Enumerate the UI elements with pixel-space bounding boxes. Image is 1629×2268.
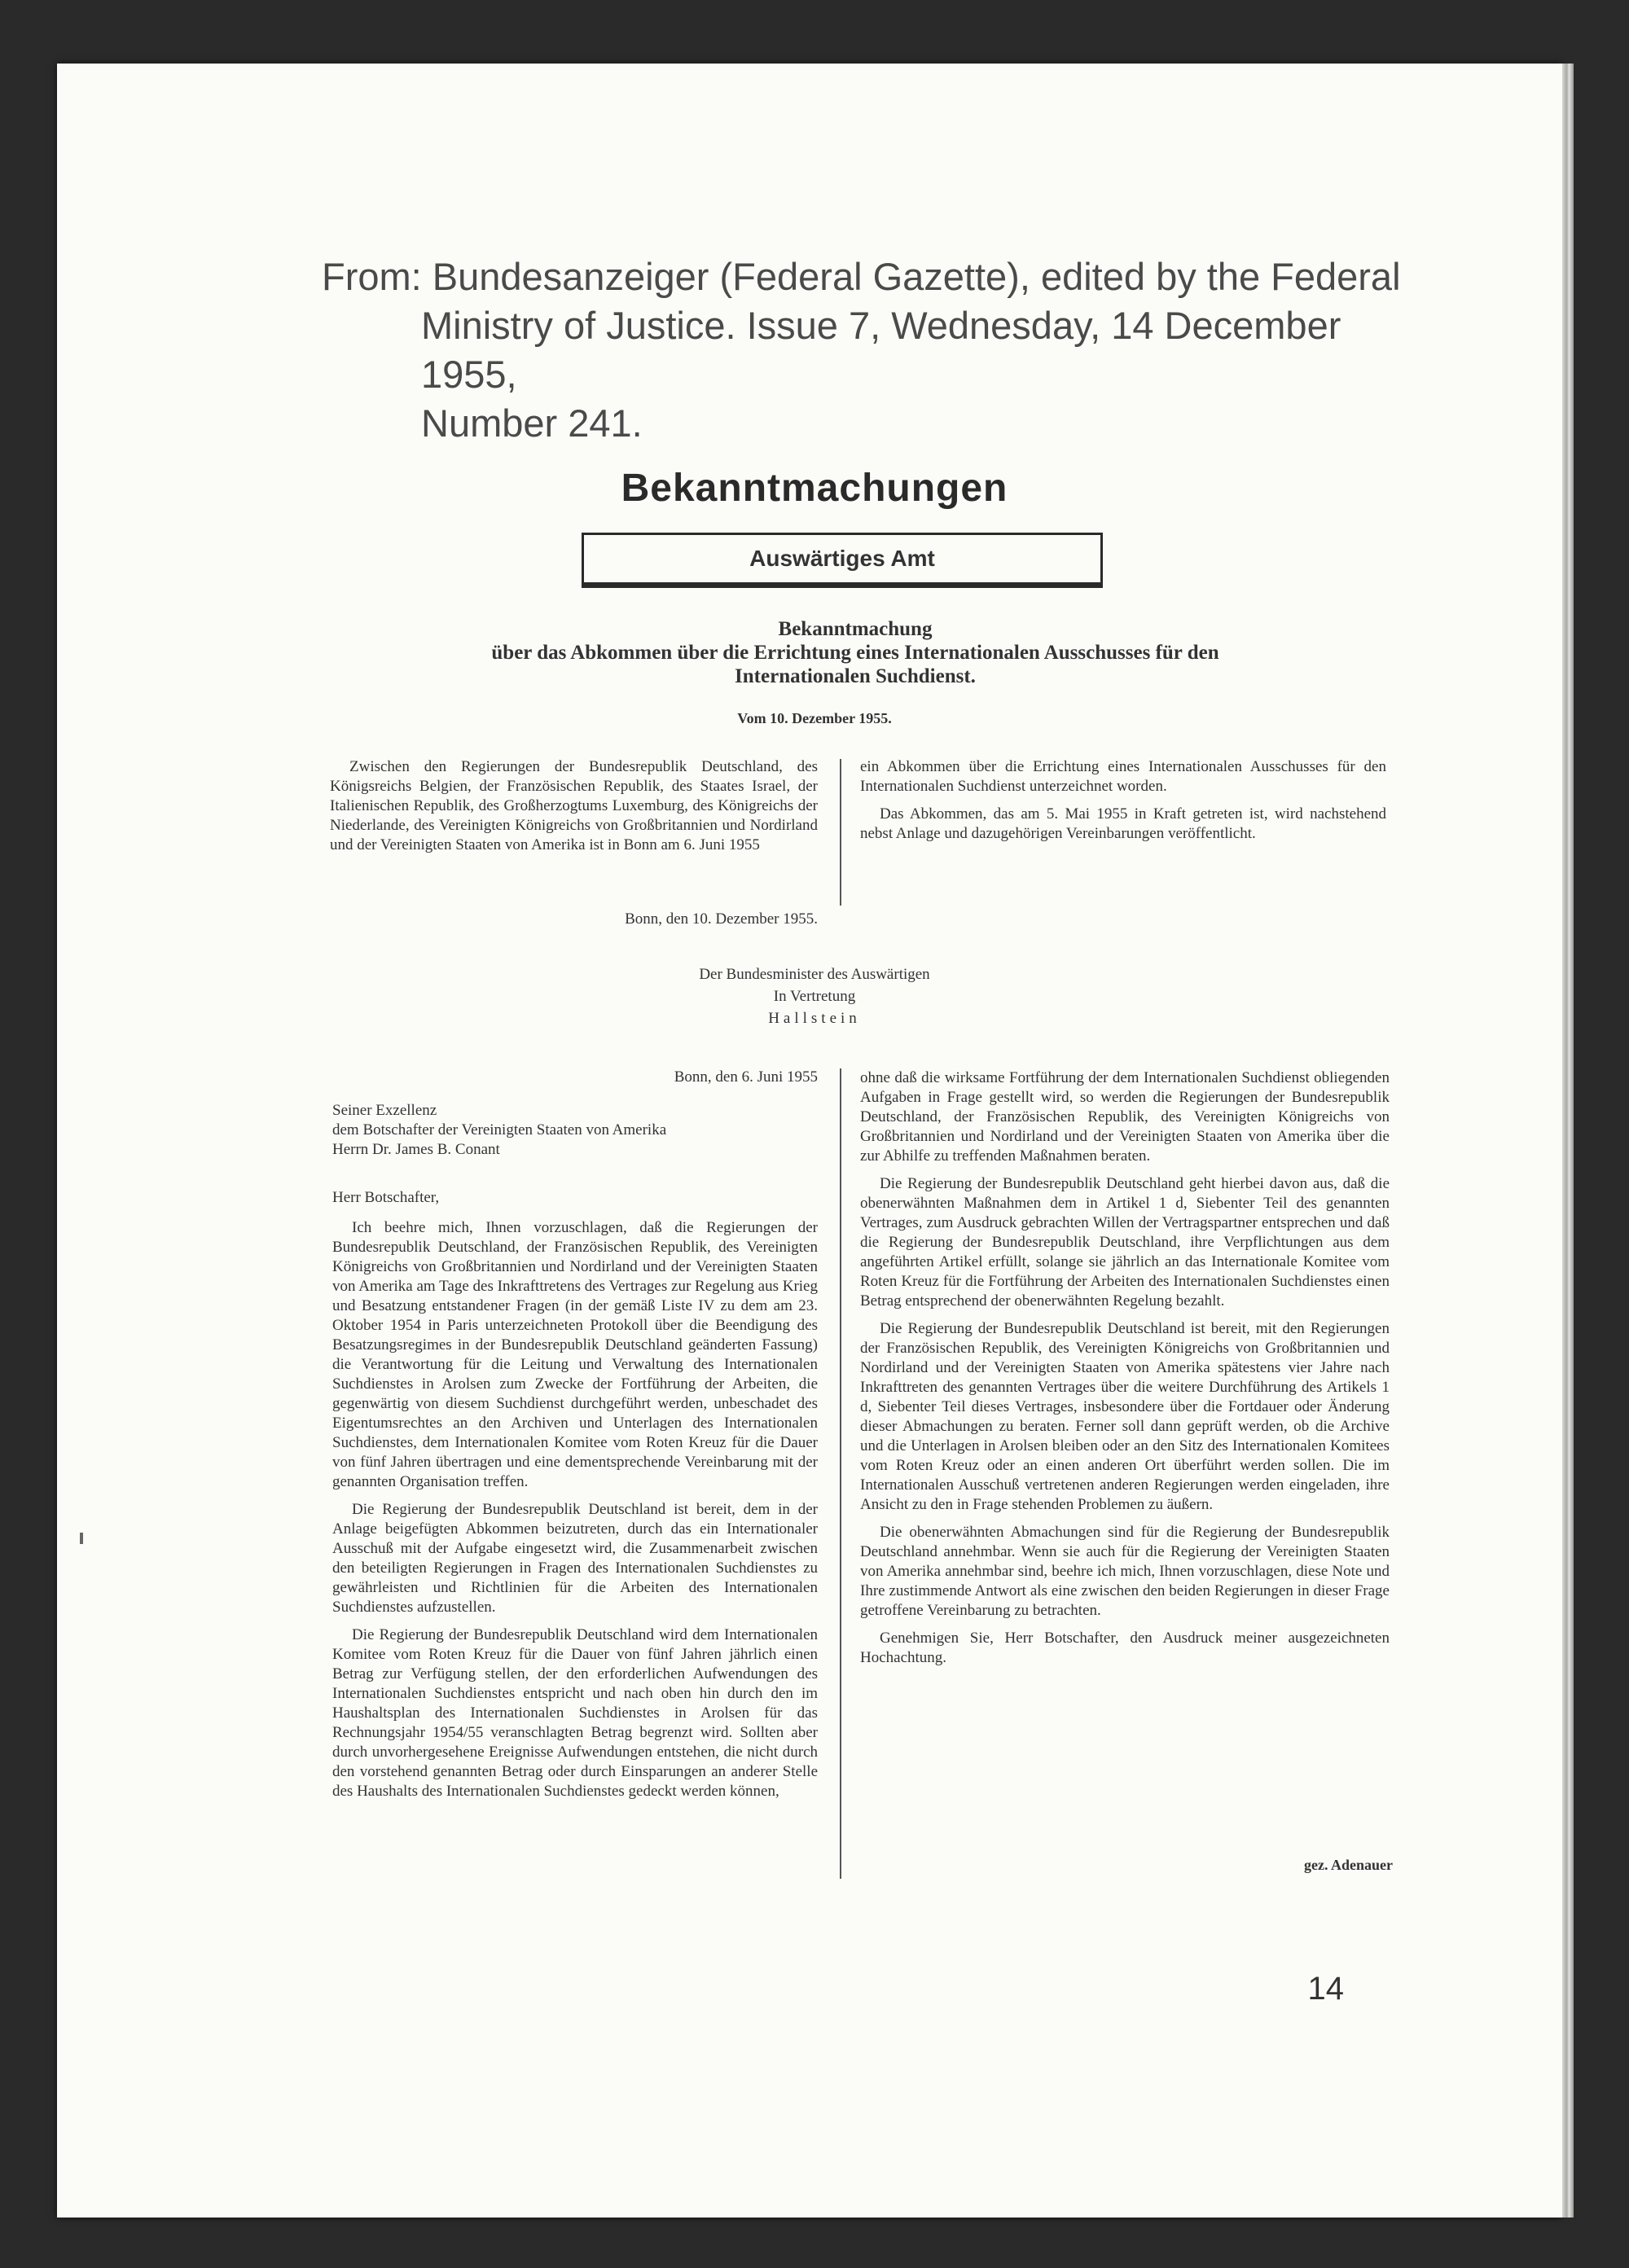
signatory-name: Hallstein — [768, 1010, 861, 1027]
notice-signatory — [0, 963, 1629, 1029]
signatory-line-1: Der Bundesminister des Auswärtigen — [699, 966, 930, 983]
column-divider — [840, 759, 841, 906]
addressee-line-2: dem Botschafter der Vereinigten Staaten von Amerika — [332, 1121, 667, 1138]
letter-addressee — [332, 1101, 666, 1160]
notice-title — [367, 617, 1344, 688]
letter-right-column — [860, 1068, 1390, 1676]
letter-right-paragraph-4: Die obenerwähnten Abmachungen sind für die Regierung der Bundesrepublik Deutschland annehmbar. Wenn sie auch für die Regierung der Vereinigten Staaten von Amerika annehmbar sind, beehre ich mich, Ihnen vorzuschlagen, diese Note und Ihre zustimmende Antwort als eine zwischen den beiden Regierungen in dieser Frage getroffene Vereinbarung zu betrachten. — [860, 1524, 1390, 1619]
letter-signature: gez. Adenauer — [1304, 1857, 1393, 1873]
notice-right-column — [860, 757, 1386, 852]
notice-title-line-3: Internationalen Suchdienst. — [735, 665, 976, 687]
main-heading: Bekanntmachungen — [621, 467, 1008, 510]
letter-left-paragraph-3: Die Regierung der Bundesrepublik Deutschland wird dem Internationalen Komitee vom Roten Kreuz für die Dauer von fünf Jahren jährlich einen Betrag zur Verfügung stellen, der den erforderlichen Aufwendungen des Internationalen Suchdienstes entspricht und nach oben hin durch den im Haushaltsplan des Internationalen Suchdienstes in Arolsen für das Rechnungsjahr 1954/55 veranschlagten Betrag begrenzt wird. Sollten aber durch unvorhergesehene Ereignisse Aufwendungen entstehen, die nicht durch den vorstehend genannten Betrag oder durch Einsparungen an anderer Stelle des Haushalts des Internationalen Suchdienstes gedeckt werden können, — [332, 1626, 818, 1800]
source-note — [322, 252, 1421, 448]
ministry-box — [582, 533, 1103, 588]
notice-left-paragraph: Zwischen den Regierungen der Bundesrepublik Deutschland, des Königsreichs Belgien, der Französischen Republik, des Staates Israel, der Italienischen Republik, des Großherzogtums Luxemburg, des Königreichs der Niederlande, des Vereinigten Königreichs von Großbritannien und Nordirland und der Vereinigten Staaten von Amerika ist in Bonn am 6. Juni 1955 — [330, 758, 818, 853]
notice-left-column — [330, 757, 818, 863]
letter-salutation: Herr Botschafter, — [332, 1189, 440, 1206]
letter-right-paragraph-2: Die Regierung der Bundesrepublik Deutschland geht hierbei davon aus, daß die obenerwähnten Maßnahmen dem in Artikel 1 d, Siebenter Teil des genannten Vertrages, zum Ausdruck gebrachten Willen der Vertragspartner entsprechen und daß die Regierung der Bundesrepublik Deutschland, ihre Verpflichtungen aus dem angeführten Artikel erfüllt, solange sie jährlich an das Internationale Komitee vom Roten Kreuz für die Fortführung der Arbeiten des Internationalen Suchdienstes einen Betrag entsprechend der obenerwähnten Regelung bezahlt. — [860, 1175, 1390, 1309]
letter-right-paragraph-1: ohne daß die wirksame Fortführung der dem Internationalen Suchdienst obliegenden Aufgaben in Frage gestellt wird, so werden die Regierungen der Bundesrepublik Deutschland, der Französischen Republik, des Vereinigten Königreichs von Großbritannien und Nordirland und der Vereinigten Staaten von Amerika über die zur Abhilfe zu treffenden Maßnahmen beraten. — [860, 1069, 1390, 1165]
addressee-line-3: Herrn Dr. James B. Conant — [332, 1141, 500, 1158]
letter-right-paragraph-3: Die Regierung der Bundesrepublik Deutschland ist bereit, mit den Regierungen der Französischen Republik, des Vereinigten Königreichs von Großbritannien und Nordirland und der Vereinigten Staaten von Amerika spätestens vier Jahre nach Inkrafttreten des genannten Vertrages über die weitere Durchführung des Artikels 1 d, Siebenter Teil dieses Vertrages, insbesondere über die Fortdauer oder Änderung dieser Abmachungen zu beraten. Ferner soll dann geprüft werden, ob die Archive und die Unterlagen in Arolsen bleiben oder an den Sitz des Internationalen Komitees vom Roten Kreuz oder an einen anderen Ort überführt werden sollen. Die im Internationalen Ausschuß vertretenen anderen Regierungen werden eingeladen, ihre Ansicht zu den in Frage stehenden Problemen zu äußern. — [860, 1320, 1390, 1513]
letter-left-paragraph-2: Die Regierung der Bundesrepublik Deutschland ist bereit, dem in der Anlage beigefügten Abkommen beizutreten, durch das ein Internationaler Ausschuß mit der Aufgabe eingesetzt wird, die Zusammenarbeit zwischen den beteiligten Regierungen in Fragen des Internationalen Suchdienstes zu gewährleisten und Richtlinien für die Arbeiten des Internationalen Suchdienstes aufzustellen. — [332, 1501, 818, 1616]
ministry-label: Auswärtiges Amt — [749, 546, 935, 571]
addressee-line-1: Seiner Exzellenz — [332, 1102, 437, 1119]
letter-left-column — [332, 1218, 818, 1810]
letter-right-paragraph-5: Genehmigen Sie, Herr Botschafter, den Ausdruck meiner ausgezeichneten Hochachtung. — [860, 1630, 1390, 1666]
page-number: 14 — [1307, 1971, 1344, 2007]
margin-mark — [80, 1533, 83, 1544]
letter-left-paragraph-1: Ich beehre mich, Ihnen vorzuschlagen, daß die Regierungen der Bundesrepublik Deutschland, der Französischen Republik, des Vereinigten Königreichs von Großbritannien und Nordirland und der Vereinigten Staaten von Amerika am Tage des Inkrafttretens des Vertrages zur Regelung aus Krieg und Besatzung entstandener Fragen (in der gemäß Liste IV zu dem am 23. Oktober 1954 in Paris unterzeichneten Protokoll über die Beendigung des Besatzungsregimes in der Bundesrepublik Deutschland geänderten Fassung) die Verantwortung für die Leitung und Verwaltung des Internationalen Suchdienstes in Arolsen zum Zwecke der Fortführung der Arbeiten, die gegenwärtig von diesem Suchdienst durchgeführt werden, unbeschadet des Eigentumsrechtes an den Archiven und Unterlagen des Internationalen Suchdienstes, dem Internationalen Komitee vom Roten Kreuz für die Dauer von fünf Jahren übertragen und eine dementsprechende Vereinbarung mit der genannten Organisation treffen. — [332, 1219, 818, 1490]
page-edge — [1562, 64, 1574, 2218]
notice-date: Vom 10. Dezember 1955. — [737, 710, 892, 726]
notice-right-paragraph-2: Das Abkommen, das am 5. Mai 1955 in Kraft getreten ist, wird nachstehend nebst Anlage und dazugehörigen Vereinbarungen veröffentlicht. — [860, 805, 1386, 842]
letter-date: Bonn, den 6. Juni 1955 — [674, 1068, 818, 1086]
letter-column-divider — [840, 1068, 841, 1879]
signatory-line-2: In Vertretung — [773, 988, 856, 1005]
notice-title-line-1: Bekanntmachung — [778, 618, 933, 640]
notice-title-line-2: über das Abkommen über die Errichtung eines Internationalen Ausschusses für den — [491, 642, 1219, 664]
source-note-line-1: From: Bundesanzeiger (Federal Gazette), edited by the Federal — [322, 255, 1401, 298]
source-note-line-2: Ministry of Justice. Issue 7, Wednesday, 14 December 1955, — [421, 304, 1341, 396]
source-note-line-3: Number 241. — [421, 401, 643, 445]
notice-place-date: Bonn, den 10. Dezember 1955. — [625, 910, 818, 928]
notice-right-paragraph-1: ein Abkommen über die Errichtung eines Internationalen Ausschusses für den Internationalen Suchdienst unterzeichnet worden. — [860, 758, 1386, 795]
